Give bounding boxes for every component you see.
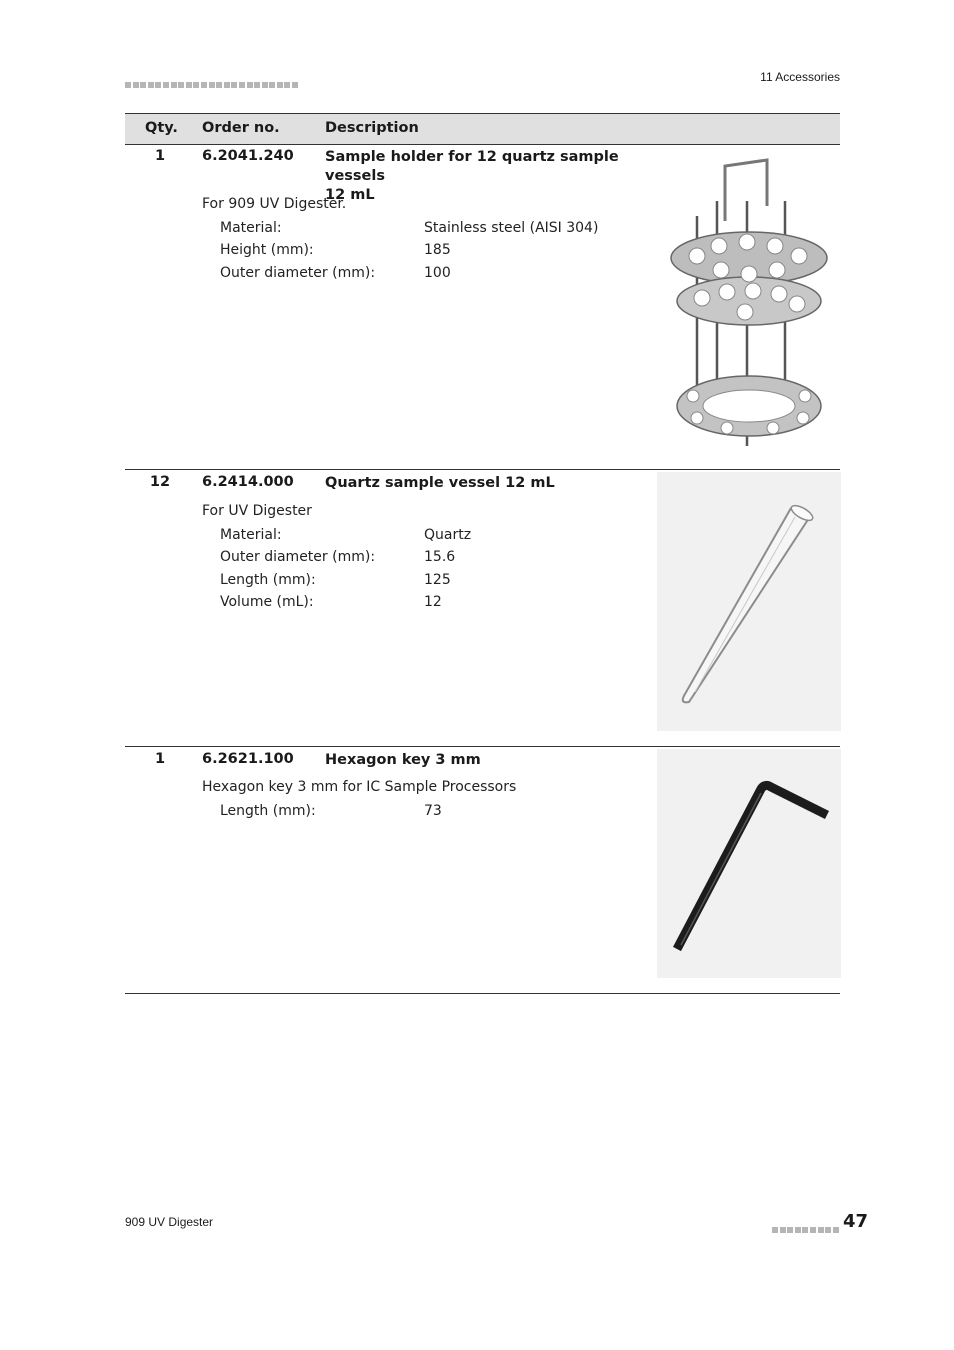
item-description: For UV Digester [202,503,312,519]
prop-value: 100 [424,265,451,281]
prop-value: 185 [424,242,451,258]
item-order-no: 6.2621.100 [202,751,294,767]
item-description: For 909 UV Digester. [202,196,347,212]
item-order-no: 6.2414.000 [202,474,294,490]
page-number: 47 [842,1211,868,1232]
prop-value: 15.6 [424,549,456,565]
item-qty: 1 [154,751,166,767]
prop-label: Outer diameter (mm): [220,549,376,565]
item-title: Quartz sample vessel 12 mL [325,475,555,491]
prop-value: Quartz [424,527,472,543]
item-qty: 12 [149,474,171,490]
item-order-no: 6.2041.240 [202,148,294,164]
prop-value: 73 [424,803,442,819]
item-title: Sample holder for 12 quartz sample vessels 12 mL [325,149,619,203]
prop-value: 125 [424,572,451,588]
prop-label: Material: [220,220,282,236]
row-divider [125,469,840,470]
quartz-vessel-image [657,472,841,731]
footer-decoration [772,1218,840,1237]
prop-value: Stainless steel (AISI 304) [424,220,599,236]
section-title: 11 Accessories [760,70,840,84]
prop-label: Length (mm): [220,803,316,819]
column-order-no: Order no. [202,120,280,136]
prop-value: 12 [424,594,442,610]
header-decoration [125,73,307,80]
prop-label: Height (mm): [220,242,314,258]
item-title: Hexagon key 3 mm [325,752,481,768]
table-header [125,113,840,145]
sample-holder-rack-image [657,146,841,458]
prop-label: Material: [220,527,282,543]
row-divider [125,746,840,747]
table-bottom-rule [125,993,840,994]
footer-doc-title: 909 UV Digester [125,1215,214,1229]
prop-label: Outer diameter (mm): [220,265,376,281]
prop-label: Volume (mL): [220,594,314,610]
column-qty: Qty. [145,120,178,136]
item-description: Hexagon key 3 mm for IC Sample Processors [202,779,517,795]
hexagon-key-image [657,749,841,978]
prop-label: Length (mm): [220,572,316,588]
item-qty: 1 [154,148,166,164]
column-description: Description [325,120,419,136]
